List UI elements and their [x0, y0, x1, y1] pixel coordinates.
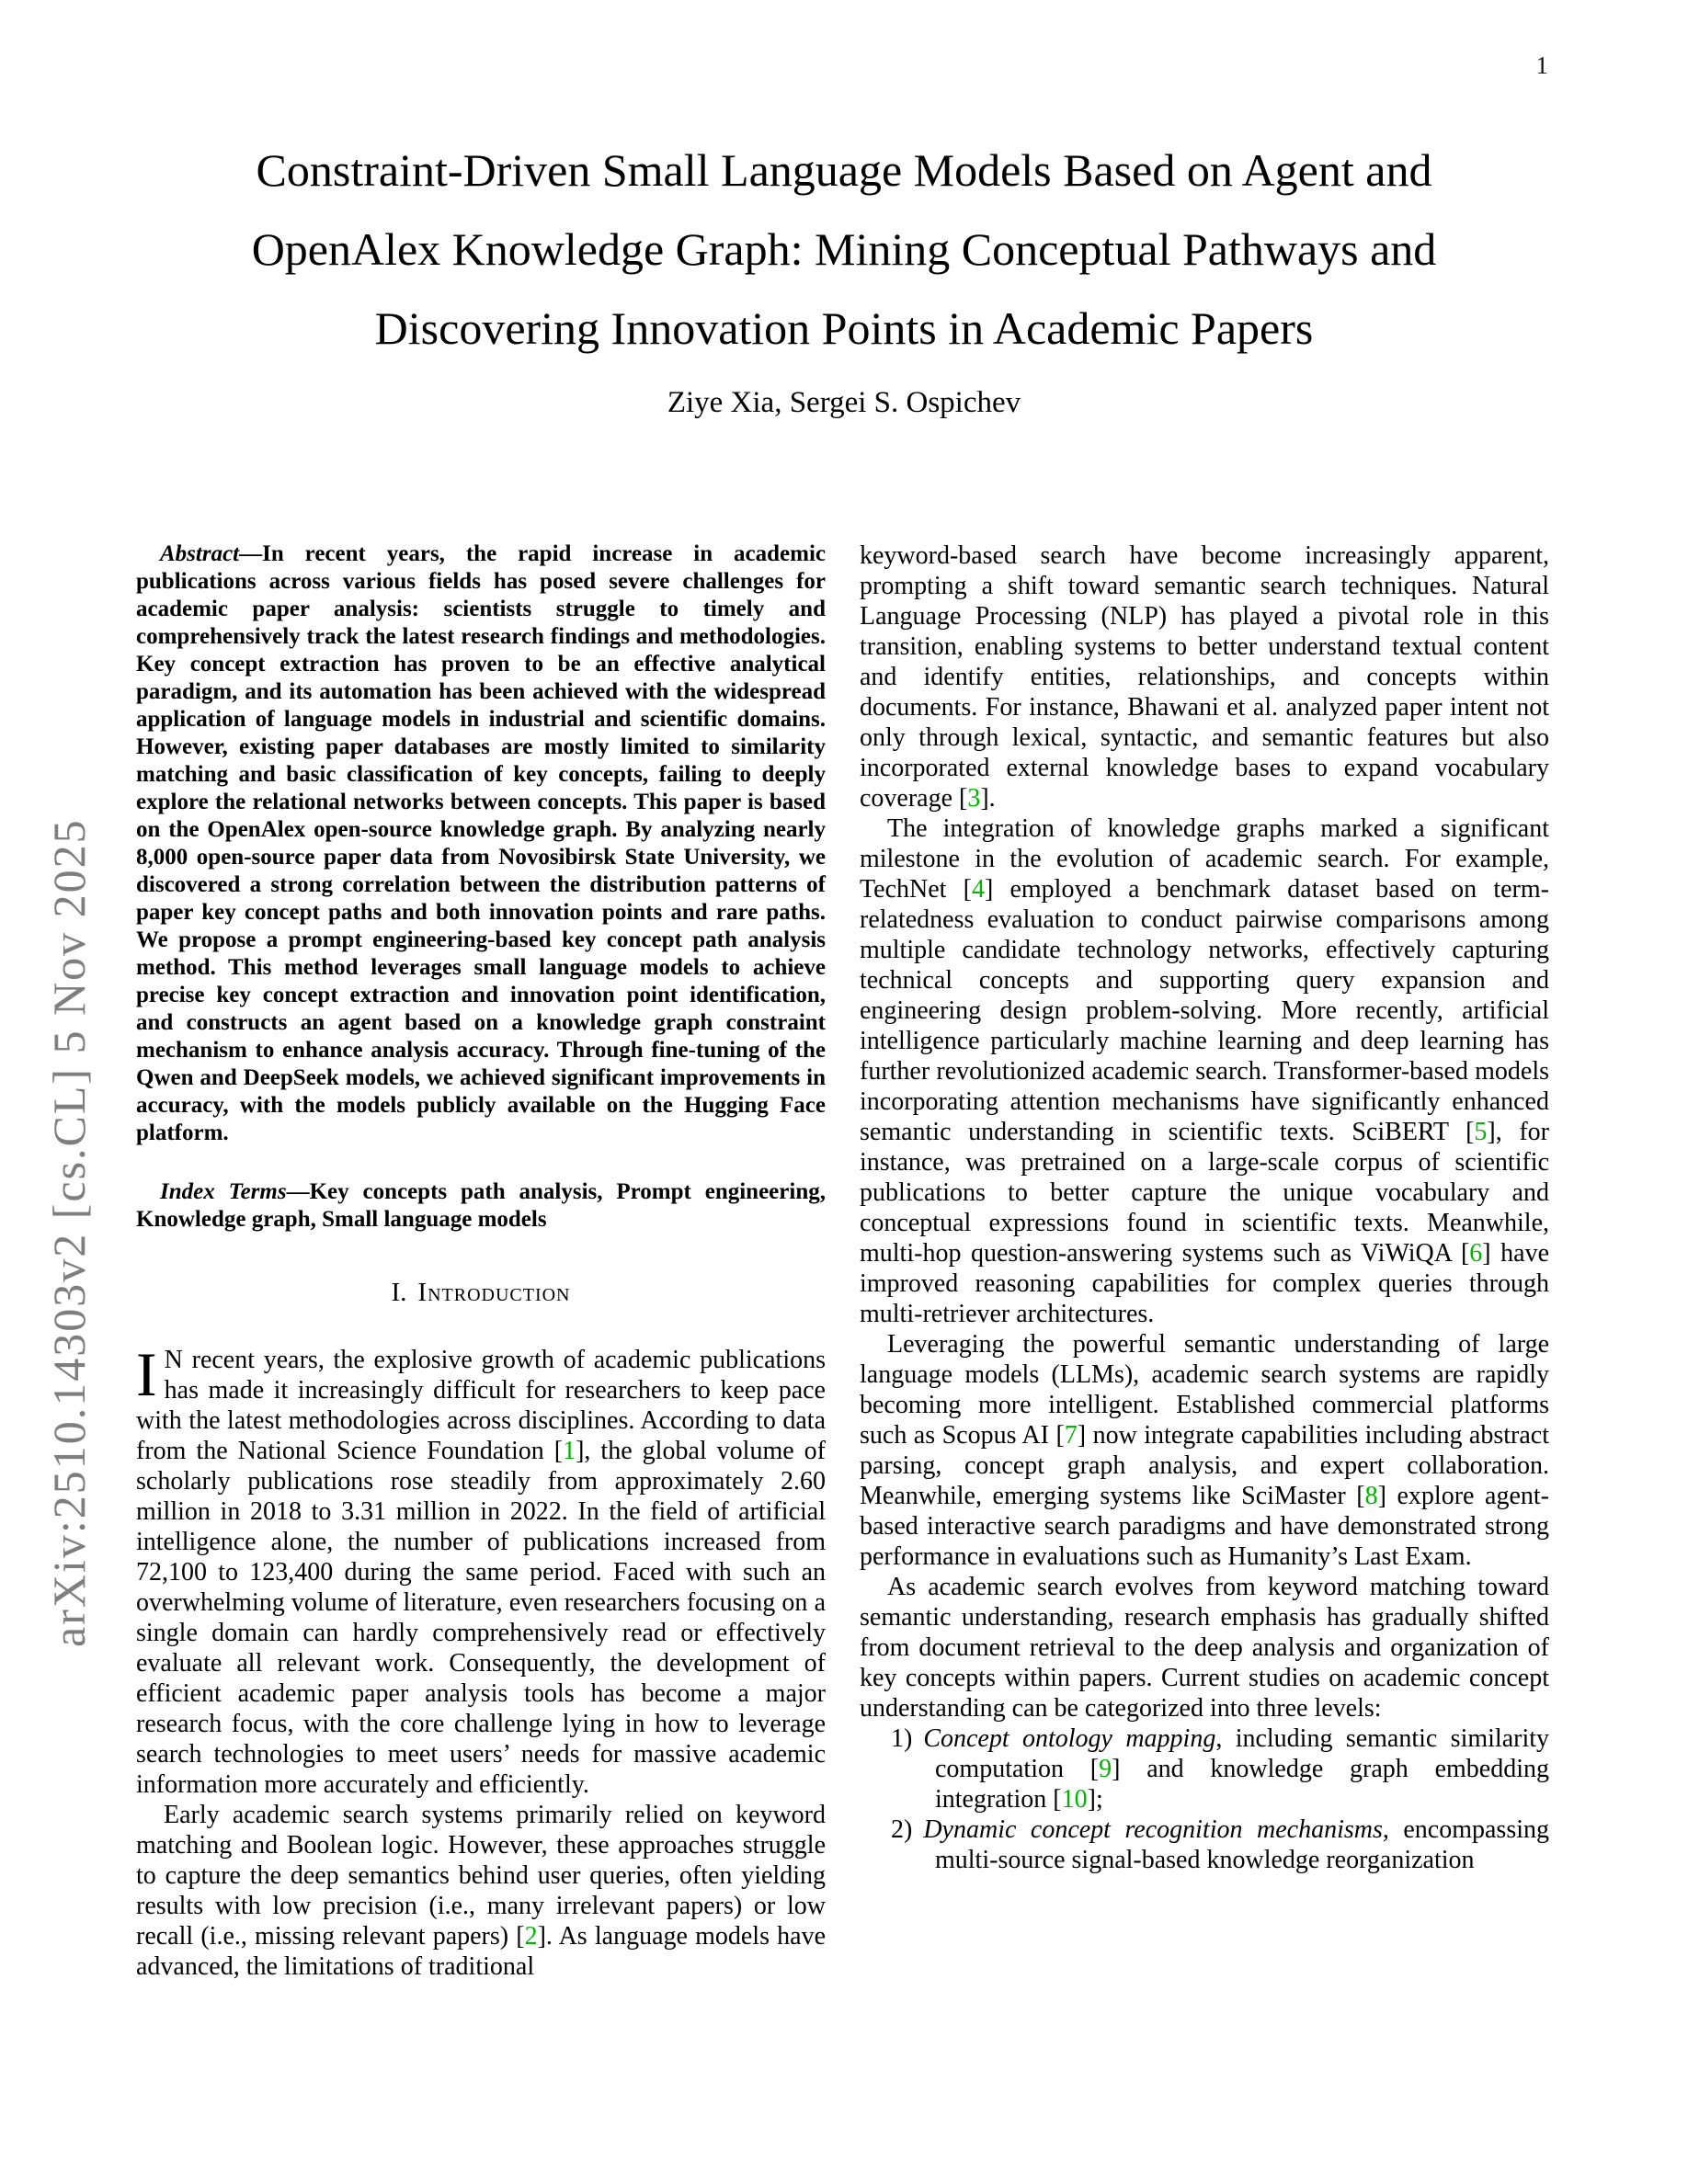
citation-ref[interactable]: 9	[1099, 1755, 1112, 1783]
arxiv-watermark: arXiv:2510.14303v2 [cs.CL] 5 Nov 2025	[43, 818, 95, 1647]
text-segment: ]. As language models have advanced, the limitations of traditional	[136, 1922, 827, 1981]
index-terms-paragraph	[136, 1178, 826, 1234]
citation-ref[interactable]: 3	[967, 784, 981, 813]
right-column	[860, 540, 1549, 1982]
body-paragraph-three-levels	[860, 1572, 1549, 1723]
text-segment: Concept ontology mapping	[923, 1724, 1216, 1753]
abstract-paragraph	[136, 540, 826, 1147]
body-paragraph-llms	[860, 1329, 1549, 1572]
text-segment: ], the global volume of scholarly publications rose steadily from approximately 2.60 million in 2018 to 3.31 million in 2022. In the field of artificial intelligence alone, the number of publications increased from 72,100 to 123,400 during the same period. Faced with such an overwhelming volume of literature, even researchers focusing on a single domain can hardly comprehensively read or effectively evaluate all relevant work. Consequently, the development of efficient academic paper analysis tools has become a major research focus, with the core challenge lying in how to leverage search technologies to meet users’ needs for massive academic information more accurately and efficiently.	[136, 1437, 826, 1799]
text-segment: ] employed a benchmark dataset based on term-relatedness evaluation to conduct pairwise comparisons among multiple candidate technology networks, effectively capturing technical concepts and supporting query expansion and engineering design problem-solving. More recently, artificial intelligence particularly machine learning and deep learning has further revolutionized academic search. Transformer-based models incorporating attention mechanisms have significantly enhanced semantic understanding in scientific texts. SciBERT [	[860, 875, 1549, 1146]
citation-ref[interactable]: 10	[1061, 1785, 1088, 1814]
citation-ref[interactable]: 8	[1364, 1482, 1378, 1510]
paper-authors: Ziye Xia, Sergei S. Ospichev	[667, 386, 1021, 419]
text-segment: —In recent years, the rapid increase in academic publications across various fields has posed severe challenges for academic paper analysis: scientists struggle to timely and comprehensively track the latest research findings and methodologies. Key concept extraction has proven to be an effective analytical paradigm, and its automation has been achieved with the widespread application of language models in industrial and scientific domains. However, existing paper databases are mostly limited to similarity matching and basic classification of key concepts, failing to deeply explore the relational networks between concepts. This paper is based on the OpenAlex open-source knowledge graph. By analyzing nearly 8,000 open-source paper data from Novosibirsk State University, we discovered a strong correlation between the distribution patterns of paper key concept paths and both innovation points and rare paths. We propose a prompt engineering-based key concept path analysis method. This method leverages small language models to achieve precise key concept extraction and innovation point identification, and constructs an agent based on a knowledge graph constraint mechanism to enhance analysis accuracy. Through fine-tuning of the Qwen and DeepSeek models, we achieved significant improvements in accuracy, with the models publicly available on the Hugging Face platform.	[136, 541, 826, 1145]
section-number: I.	[391, 1278, 407, 1307]
section-title: Introduction	[417, 1278, 571, 1307]
list-item-concept-ontology-mapping	[891, 1723, 1549, 1814]
paper-title: Constraint-Driven Small Language Models Based on Agent and OpenAlex Knowledge Graph: Mining Conceptual Pathways and Discovering Innovation Points in Academic Papers	[251, 144, 1437, 354]
citation-ref[interactable]: 4	[971, 875, 985, 904]
list-item-dynamic-concept-recognition	[891, 1814, 1549, 1875]
two-column-body	[136, 540, 1549, 1982]
citation-ref[interactable]: 6	[1469, 1239, 1483, 1268]
text-segment: ] and knowledge graph embedding integration [	[935, 1755, 1550, 1814]
text-segment: Dynamic concept recognition mechanisms	[923, 1815, 1383, 1844]
page-number: 1	[1535, 51, 1548, 79]
left-column	[136, 540, 826, 1982]
intro-paragraph-1	[136, 1339, 826, 1800]
text-segment: Index Terms	[160, 1179, 287, 1204]
text-segment: As academic search evolves from keyword matching toward semantic understanding, research emphasis has gradually shifted from document retrieval to the deep analysis and organization of key concepts within papers. Current studies on academic concept understanding can be categorized into three levels:	[860, 1573, 1549, 1723]
text-segment: ] explore agent-based interactive search paradigms and have demonstrated strong performance in evaluations such as Humanity’s Last Exam.	[860, 1482, 1549, 1571]
concept-level-list	[860, 1723, 1549, 1875]
text-segment: ], for instance, was pretrained on a large-scale corpus of scientific publications to better capture the unique vocabulary and conceptual expressions found in scientific texts. Meanwhile, multi-hop question-answering systems such as ViWiQA [	[860, 1118, 1549, 1268]
text-segment: Early academic search systems primarily relied on keyword matching and Boolean logic. However, these approaches struggle to capture the deep semantics behind user queries, often yielding results with low precision (i.e., many irrelevant papers) or low recall (i.e., missing relevant papers) [	[136, 1801, 826, 1951]
citation-ref[interactable]: 5	[1474, 1118, 1488, 1146]
text-segment: , including semantic similarity computation [	[935, 1724, 1550, 1783]
text-segment: Leveraging the powerful semantic understanding of large language models (LLMs), academic search systems are rapidly becoming more intelligent. Established commercial platforms such as Scopus AI [	[860, 1330, 1549, 1450]
text-segment: ] have improved reasoning capabilities for complex queries through multi-retriever architectures.	[860, 1239, 1549, 1328]
text-segment: , encompassing multi-source signal-based knowledge reorganization	[935, 1815, 1550, 1874]
text-segment: ].	[980, 784, 996, 813]
text-segment: I	[136, 1339, 157, 1409]
body-paragraph-keyword-search	[860, 540, 1549, 813]
text-segment: —Key concepts path analysis, Prompt engineering, Knowledge graph, Small language models	[136, 1179, 826, 1232]
text-segment: 1)	[891, 1724, 913, 1753]
citation-ref[interactable]: 7	[1064, 1421, 1078, 1450]
text-segment: Abstract	[160, 541, 240, 566]
text-segment: ];	[1087, 1785, 1103, 1814]
text-segment: keyword-based search have become increasingly apparent, prompting a shift toward semantic search techniques. Natural Language Processing (NLP) has played a pivotal role in this transition, enabling systems to better understand textual content and identify entities, relationships, and concepts within documents. For instance, Bhawani et al. analyzed paper intent not only through lexical, syntactic, and semantic features but also incorporated external knowledge bases to expand vocabulary coverage [	[860, 541, 1549, 813]
text-segment: N recent years, the explosive growth of academic publications has made it increasingly difficult for researchers to keep pace with the latest methodologies across disciplines. According to data from the National Science Foundation [	[136, 1346, 826, 1465]
text-segment: 2)	[891, 1815, 913, 1844]
text-segment: The integration of knowledge graphs marked a significant milestone in the evolution of academic search. For example, TechNet [	[860, 814, 1549, 904]
section-heading-introduction	[136, 1278, 826, 1308]
text-segment: ] now integrate capabilities including abstract parsing, concept graph analysis, and expert collaboration. Meanwhile, emerging systems like SciMaster [	[860, 1421, 1549, 1510]
citation-ref[interactable]: 1	[563, 1437, 576, 1465]
citation-ref[interactable]: 2	[524, 1922, 538, 1951]
body-paragraph-knowledge-graphs	[860, 813, 1549, 1329]
intro-paragraph-2	[136, 1800, 826, 1982]
